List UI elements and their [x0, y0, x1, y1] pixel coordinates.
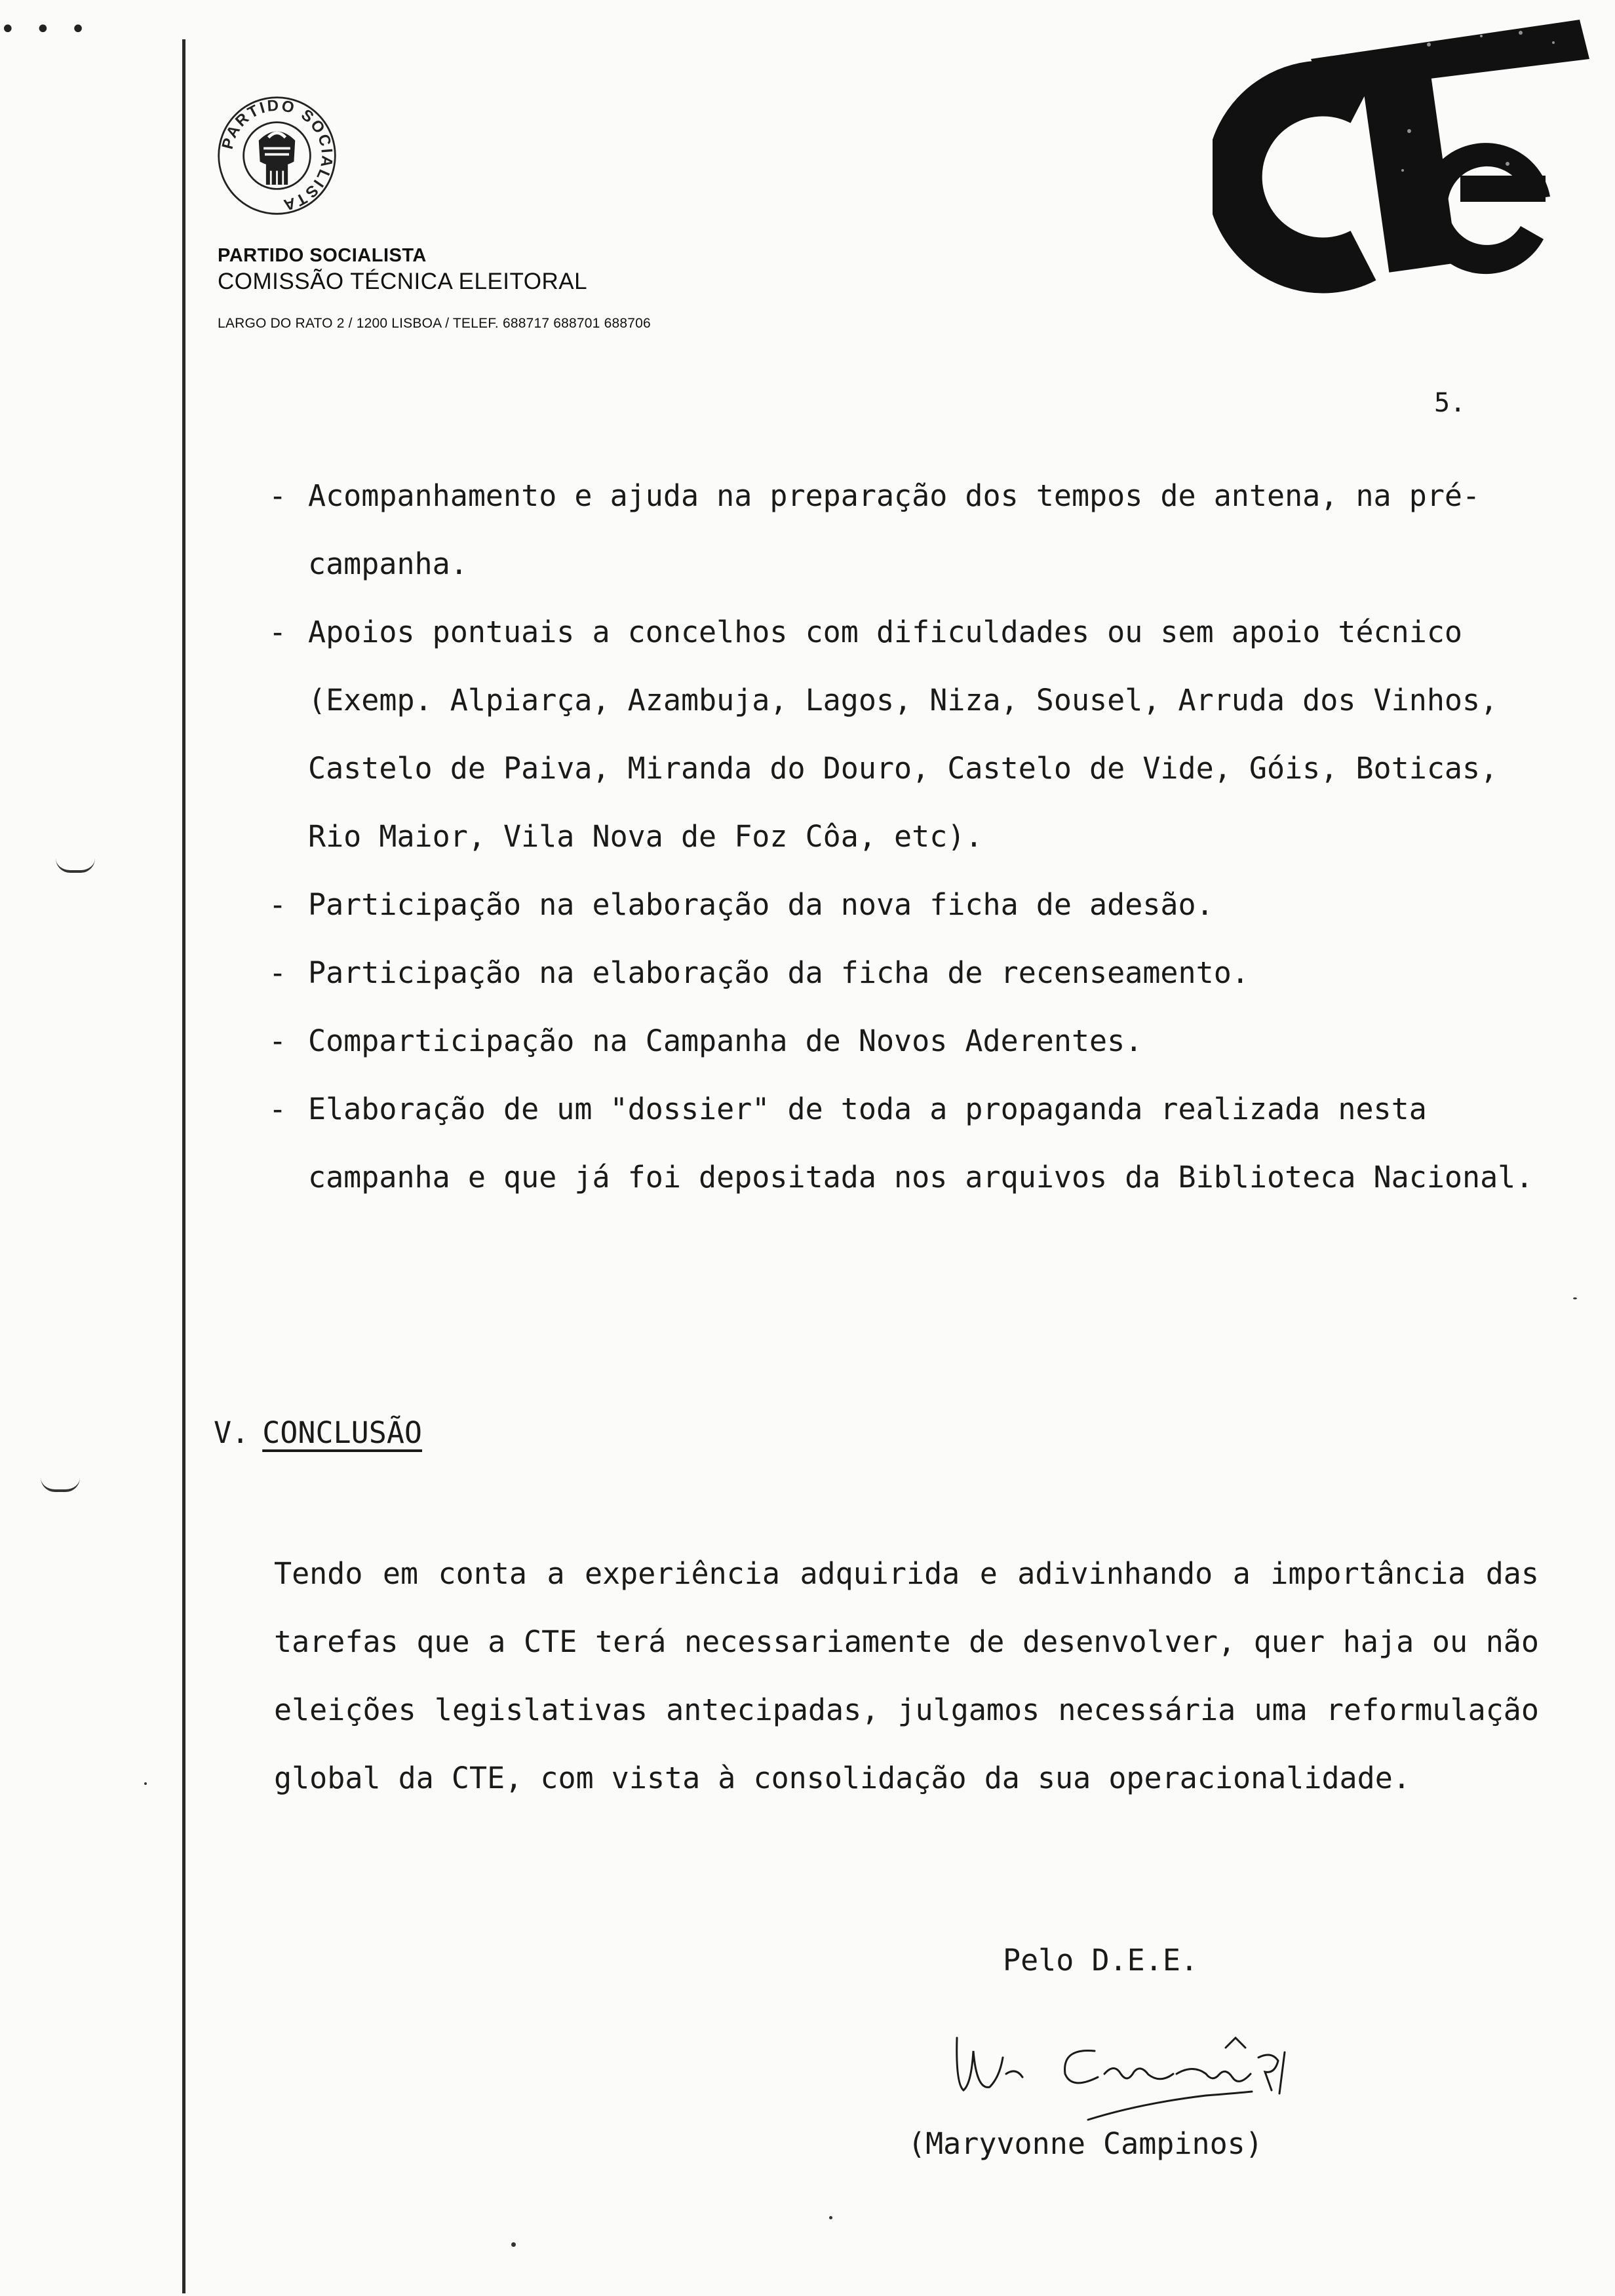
bullet-dash: -	[269, 478, 287, 513]
list-item	[269, 1075, 1540, 1212]
list-item	[269, 462, 1540, 598]
party-seal-icon	[216, 95, 338, 216]
scan-speck	[144, 1782, 147, 1785]
scan-mark	[56, 858, 95, 873]
section-number: V.	[214, 1415, 250, 1450]
bullet-text: Elaboração de um "dossier" de toda a propaganda realizada nesta campanha e que já foi depositada nos arquivos da Biblioteca Nacional.	[308, 1092, 1534, 1195]
bullet-text: Participação na elaboração da nova ficha de adesão.	[308, 887, 1214, 922]
scan-speck	[511, 2242, 516, 2247]
cte-logo-text: CTE	[1213, 13, 1214, 14]
handwritten-signature	[944, 2012, 1403, 2143]
bullet-dash: -	[269, 1024, 287, 1058]
bullet-dash: -	[269, 615, 287, 649]
activity-list	[269, 462, 1540, 1212]
seal-text: PARTIDO SOCIALISTA	[218, 96, 336, 214]
section-heading	[214, 1415, 422, 1450]
scan-speck	[1573, 1297, 1577, 1299]
scan-speck	[829, 2216, 832, 2219]
bullet-dash: -	[269, 1092, 287, 1126]
letterhead	[218, 244, 651, 332]
list-item	[269, 871, 1540, 939]
cte-logo	[1213, 13, 1606, 295]
commission-name: COMISSÃO TÉCNICA ELEITORAL	[218, 269, 588, 294]
bullet-text: Acompanhamento e ajuda na preparação dos tempos de antena, na pré-campanha.	[308, 478, 1481, 581]
margin-rule	[182, 39, 185, 2293]
signer-name: (Maryvonne Campinos)	[908, 2126, 1263, 2161]
section-title: CONCLUSÃO	[262, 1415, 423, 1450]
bullet-dash: -	[269, 887, 287, 922]
bullet-dash: -	[269, 955, 287, 990]
page-number: 5.	[1434, 388, 1466, 418]
list-item	[269, 939, 1540, 1007]
party-name: PARTIDO SOCIALISTA	[218, 245, 427, 266]
list-item	[269, 598, 1540, 871]
bullet-text: Comparticipação na Campanha de Novos Aderentes.	[308, 1024, 1143, 1058]
signature-by-line: Pelo D.E.E.	[1003, 1943, 1199, 1978]
address-line: LARGO DO RATO 2 / 1200 LISBOA / TELEF. 688717 688701 688706	[218, 316, 651, 331]
bullet-text: Apoios pontuais a concelhos com dificuldades ou sem apoio técnico (Exemp. Alpiarça, Azambuja, Lagos, Niza, Sousel, Arruda dos Vinhos, Castelo de Paiva, Miranda do Douro, Castelo de Vide, Góis, Boticas, Rio Maior, Vila Nova de Foz Côa, etc).	[308, 615, 1498, 854]
bullet-text: Participação na elaboração da ficha de recenseamento.	[308, 955, 1249, 990]
list-item	[269, 1007, 1540, 1075]
scan-mark	[41, 1478, 80, 1492]
scan-dots: •••	[0, 14, 106, 45]
conclusion-paragraph: Tendo em conta a experiência adquirida e adivinhando a importância das tarefas que a CTE terá necessariamente de desenvolver, quer haja ou não eleições legislativas antecipadas, julgamos necessária uma reformulação global da CTE, com vista à consolidação da sua operacionalidade.	[274, 1556, 1539, 1795]
